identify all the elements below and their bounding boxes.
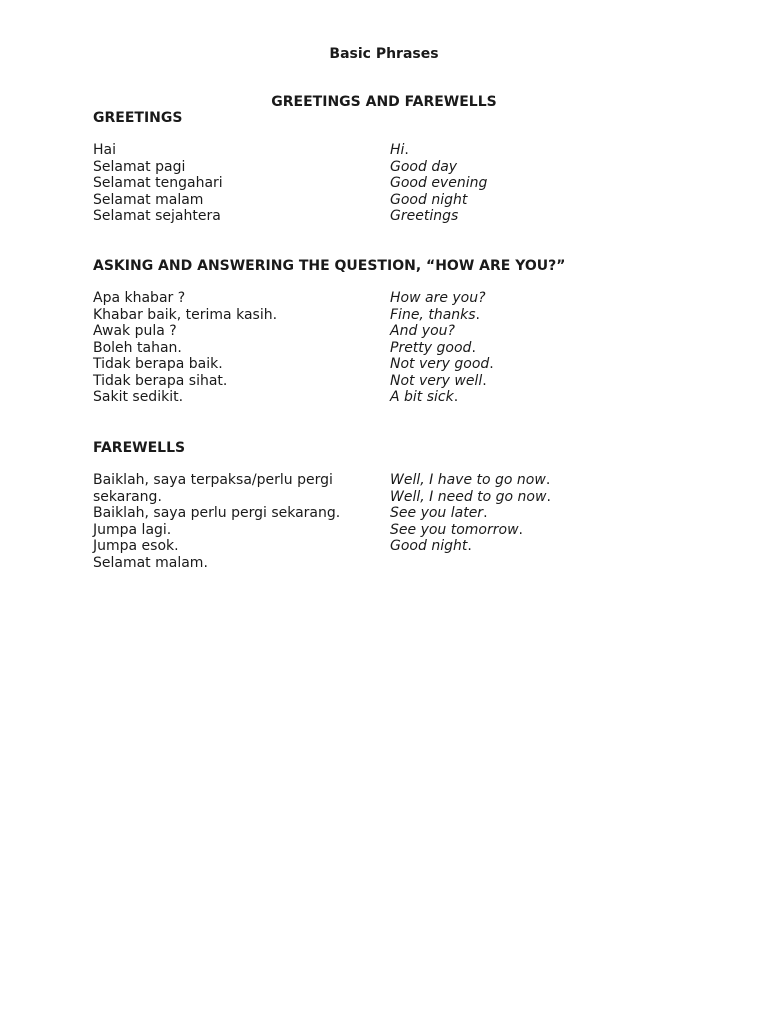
malay-phrase: Baiklah, saya perlu pergi sekarang. bbox=[93, 505, 341, 521]
english-translation bbox=[390, 522, 523, 539]
malay-phrase: Jumpa esok. bbox=[93, 538, 179, 554]
english-translation bbox=[390, 538, 472, 555]
english-translation bbox=[390, 208, 458, 225]
translation-punctuation: . bbox=[482, 372, 487, 389]
english-translation-text: Good evening bbox=[390, 175, 488, 191]
translation-punctuation: . bbox=[545, 472, 551, 488]
translation-punctuation: . bbox=[489, 356, 494, 372]
malay-phrase: Jumpa lagi. bbox=[93, 521, 172, 538]
english-translation bbox=[390, 489, 551, 506]
english-translation bbox=[390, 505, 488, 522]
translation-punctuation: . bbox=[404, 142, 409, 158]
malay-phrase: Boleh tahan. bbox=[93, 339, 182, 356]
english-translation bbox=[390, 373, 487, 390]
english-translation-text: Good night bbox=[390, 191, 468, 208]
english-translation-text: See you later bbox=[390, 505, 484, 521]
document-title: Basic Phrases bbox=[329, 46, 439, 62]
english-translation bbox=[390, 389, 458, 406]
malay-phrase: Selamat pagi bbox=[93, 158, 186, 175]
malay-phrase: sekarang. bbox=[93, 488, 162, 505]
phrase-row bbox=[93, 538, 733, 555]
phrase-row bbox=[93, 356, 733, 373]
phrase-row bbox=[93, 192, 733, 209]
malay-phrase: Selamat malam bbox=[93, 191, 204, 208]
malay-phrase: Baiklah, saya terpaksa/perlu pergi bbox=[93, 472, 333, 488]
translation-punctuation: . bbox=[546, 488, 551, 505]
english-translation bbox=[390, 159, 457, 176]
malay-phrase: Selamat malam. bbox=[93, 554, 208, 571]
english-translation bbox=[390, 472, 550, 489]
english-translation bbox=[390, 323, 455, 340]
english-translation-text: Hi bbox=[390, 142, 405, 158]
english-translation bbox=[390, 192, 467, 209]
english-translation bbox=[390, 290, 486, 307]
english-translation-text: Greetings bbox=[390, 208, 459, 224]
english-translation-text: Not very well bbox=[390, 372, 483, 389]
translation-punctuation: . bbox=[518, 521, 523, 538]
english-translation bbox=[390, 340, 476, 357]
malay-phrase: Tidak berapa sihat. bbox=[93, 372, 228, 389]
phrase-row bbox=[93, 290, 733, 307]
malay-phrase: Tidak berapa baik. bbox=[93, 356, 223, 372]
english-translation-text: See you tomorrow bbox=[390, 521, 519, 538]
english-translation-text: Not very good bbox=[390, 356, 490, 372]
malay-phrase: Awak pula ? bbox=[93, 323, 177, 339]
english-translation bbox=[390, 307, 480, 324]
phrase-row bbox=[93, 472, 733, 489]
phrase-row bbox=[93, 208, 733, 225]
malay-phrase: Selamat sejahtera bbox=[93, 208, 221, 224]
section-title: GREETINGS AND FAREWELLS bbox=[271, 94, 497, 110]
greetings-heading: GREETINGS bbox=[93, 110, 183, 126]
phrase-row bbox=[93, 373, 733, 390]
translation-punctuation: . bbox=[467, 538, 472, 554]
malay-phrase: Selamat tengahari bbox=[93, 175, 223, 191]
how-are-you-heading: ASKING AND ANSWERING THE QUESTION, “HOW ARE YOU?” bbox=[93, 258, 566, 274]
translation-punctuation: . bbox=[471, 339, 476, 356]
english-translation bbox=[390, 175, 487, 192]
english-translation-text: Good night bbox=[390, 538, 468, 554]
farewells-table bbox=[93, 472, 733, 571]
english-translation-text: A bit sick bbox=[390, 389, 454, 405]
phrase-row bbox=[93, 389, 733, 406]
english-translation bbox=[390, 142, 409, 159]
farewells-heading: FAREWELLS bbox=[93, 440, 186, 456]
malay-phrase: Apa khabar ? bbox=[93, 290, 186, 306]
phrase-row bbox=[93, 142, 733, 159]
greetings-table bbox=[93, 142, 733, 225]
phrase-row bbox=[93, 307, 733, 324]
english-translation bbox=[390, 356, 494, 373]
malay-phrase: Hai bbox=[93, 142, 116, 158]
translation-punctuation: . bbox=[475, 306, 480, 323]
english-translation-text: Good day bbox=[390, 158, 458, 175]
phrase-row bbox=[93, 555, 733, 572]
phrase-row bbox=[93, 175, 733, 192]
phrase-row bbox=[93, 323, 733, 340]
translation-punctuation: . bbox=[453, 389, 459, 405]
phrase-row bbox=[93, 159, 733, 176]
english-translation-text: How are you? bbox=[390, 290, 486, 306]
english-translation-text: Pretty good bbox=[390, 339, 472, 356]
phrase-row bbox=[93, 340, 733, 357]
english-translation-text: And you? bbox=[390, 323, 455, 339]
phrase-row bbox=[93, 489, 733, 506]
english-translation-text: Fine, thanks bbox=[390, 306, 476, 323]
english-translation-text: Well, I need to go now bbox=[390, 488, 547, 505]
english-translation-text: Well, I have to go now bbox=[390, 472, 546, 488]
phrase-row bbox=[93, 522, 733, 539]
malay-phrase: Khabar baik, terima kasih. bbox=[93, 306, 278, 323]
translation-punctuation: . bbox=[483, 505, 488, 521]
how-are-you-table bbox=[93, 290, 733, 406]
phrase-row bbox=[93, 505, 733, 522]
malay-phrase: Sakit sedikit. bbox=[93, 389, 184, 405]
